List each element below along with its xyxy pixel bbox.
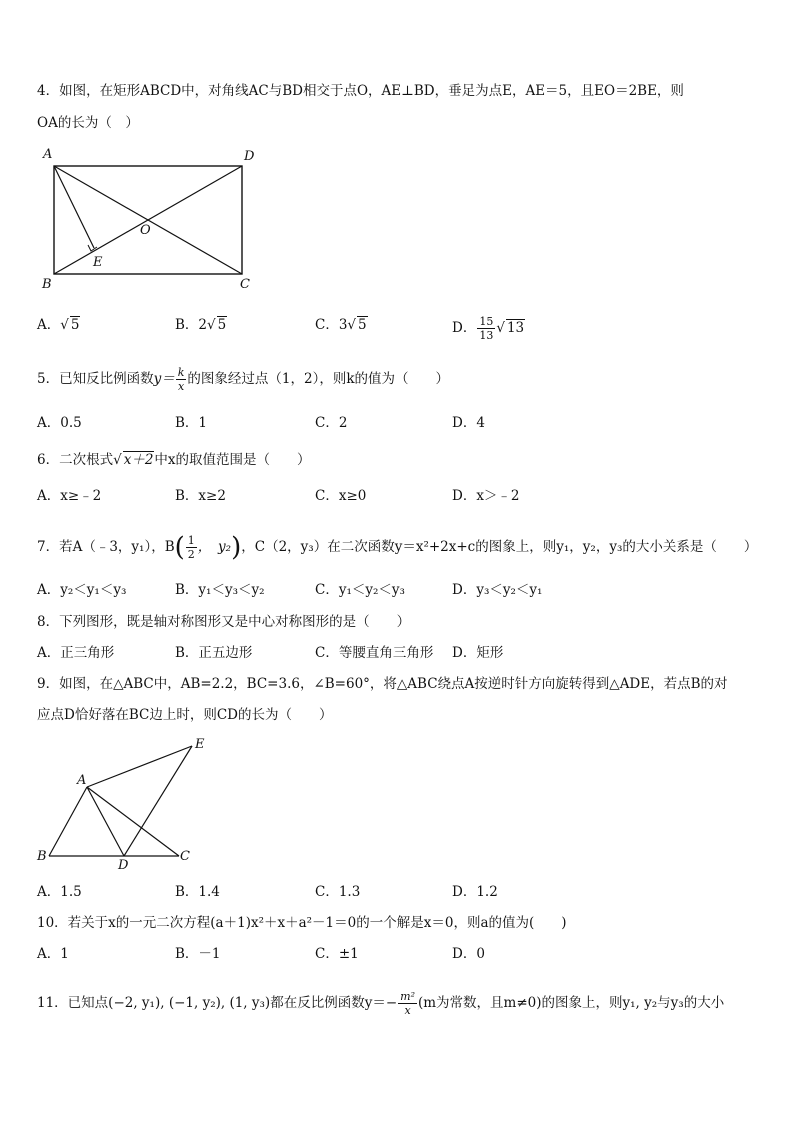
q9-option-b[interactable]: B．1.4 (175, 884, 220, 900)
q9-stem-line2: 应点D恰好落在BC边上时，则CD的长为（ ） (37, 707, 333, 723)
q10-option-a[interactable]: A．1 (37, 946, 69, 962)
q4-label-o: O (140, 223, 151, 238)
q10-option-d[interactable]: D．0 (452, 946, 485, 962)
q4-stem-line1: 4．如图，在矩形ABCD中，对角线AC与BD相交于点O，AE⊥BD，垂足为点E，AE＝5，且EO＝2BE，则 (37, 83, 684, 99)
q9-triangle-figure (34, 735, 224, 875)
q4-rectangle-figure (38, 142, 268, 302)
q9-label-b: B (37, 849, 47, 864)
q9-stem-line1: 9．如图，在△ABC中，AB=2.2，BC=3.6，∠B=60°，将△ABC绕点A按逆时针方向旋转得到△ADE，若点B的对 (37, 676, 728, 692)
q6-options (37, 486, 757, 506)
q11-stem: 11．已知点(−2, y₁), (−1, y₂), (1, y₃)都在反比例函数y＝− $\frac{\text{m²}}{x}$ (m为常数，且m≠0)的图象上，则y₁, y₂与y₃的大小 (37, 990, 725, 1017)
q7-stem: 7．若A（﹣3，y₁），B( $\frac{1}{2}$ ， y₂)，C（2，y₃）在二次函数y＝x²+2x+c的图象上，则y₁，y₂，y₃的大小关系是（ ） (37, 532, 758, 563)
q4-label-e: E (93, 255, 103, 270)
q9-option-a[interactable]: A．1.5 (37, 884, 82, 900)
q7-option-c[interactable]: C．y₁＜y₂＜y₃ (315, 582, 405, 598)
q4-label-c: C (240, 277, 250, 292)
q9-option-d[interactable]: D．1.2 (452, 884, 498, 900)
q4-option-d[interactable]: D． $\frac{15}{13}$ √ 13 (452, 315, 525, 342)
q9-option-c[interactable]: C．1.3 (315, 884, 361, 900)
q4-option-b[interactable]: B．2√ 5 (175, 317, 227, 333)
q4-option-a[interactable]: A．√ 5 (37, 317, 80, 333)
q9-options (37, 882, 757, 902)
q7-option-a[interactable]: A．y₂＜y₁＜y₃ (37, 582, 127, 598)
q8-option-b[interactable]: B．正五边形 (175, 645, 253, 661)
q9-label-e: E (195, 737, 205, 752)
q10-options (37, 944, 757, 964)
q4-label-a: A (43, 147, 53, 162)
q5-option-d[interactable]: D．4 (452, 415, 485, 431)
q8-option-a[interactable]: A．正三角形 (37, 645, 115, 661)
q9-label-a: A (77, 773, 87, 788)
q10-option-b[interactable]: B．－1 (175, 946, 221, 962)
q9-label-d: D (118, 858, 129, 873)
q10-stem: 10．若关于x的一元二次方程(a＋1)x²＋x＋a²－1＝0的一个解是x＝0，则a的值为( ) (37, 915, 567, 931)
q7-option-b[interactable]: B．y₁＜y₃＜y₂ (175, 582, 265, 598)
q8-options (37, 643, 757, 663)
q8-option-c[interactable]: C．等腰直角三角形 (315, 645, 434, 661)
q5-stem: 5．已知反比例函数y＝ $\frac{k}{x}$ 的图象经过点（1，2），则k的值为（ ） (37, 366, 450, 393)
q7-option-d[interactable]: D．y₃＜y₂＜y₁ (452, 582, 543, 598)
q9-label-c: C (180, 849, 190, 864)
q6-option-d[interactable]: D．x＞﹣2 (452, 488, 520, 504)
q4-option-c[interactable]: C．3√ 5 (315, 317, 367, 333)
q6-option-a[interactable]: A．x≥﹣2 (37, 488, 102, 504)
q7-options (37, 580, 757, 600)
q6-option-c[interactable]: C．x≥0 (315, 488, 367, 504)
q5-option-a[interactable]: A．0.5 (37, 415, 82, 431)
q5-option-c[interactable]: C．2 (315, 415, 348, 431)
q10-option-c[interactable]: C．±1 (315, 946, 359, 962)
q4-label-b: B (42, 277, 52, 292)
q5-options (37, 413, 757, 433)
q4-stem-line2: OA的长为（ ） (37, 115, 139, 131)
q8-option-d[interactable]: D．矩形 (452, 645, 504, 661)
q4-label-d: D (244, 149, 255, 164)
q6-stem: 6．二次根式√ x＋2中x的取值范围是（ ） (37, 452, 311, 468)
q5-option-b[interactable]: B．1 (175, 415, 208, 431)
q4-options (37, 315, 757, 342)
q8-stem: 8．下列图形，既是轴对称图形又是中心对称图形的是（ ） (37, 614, 411, 630)
q6-option-b[interactable]: B．x≥2 (175, 488, 226, 504)
